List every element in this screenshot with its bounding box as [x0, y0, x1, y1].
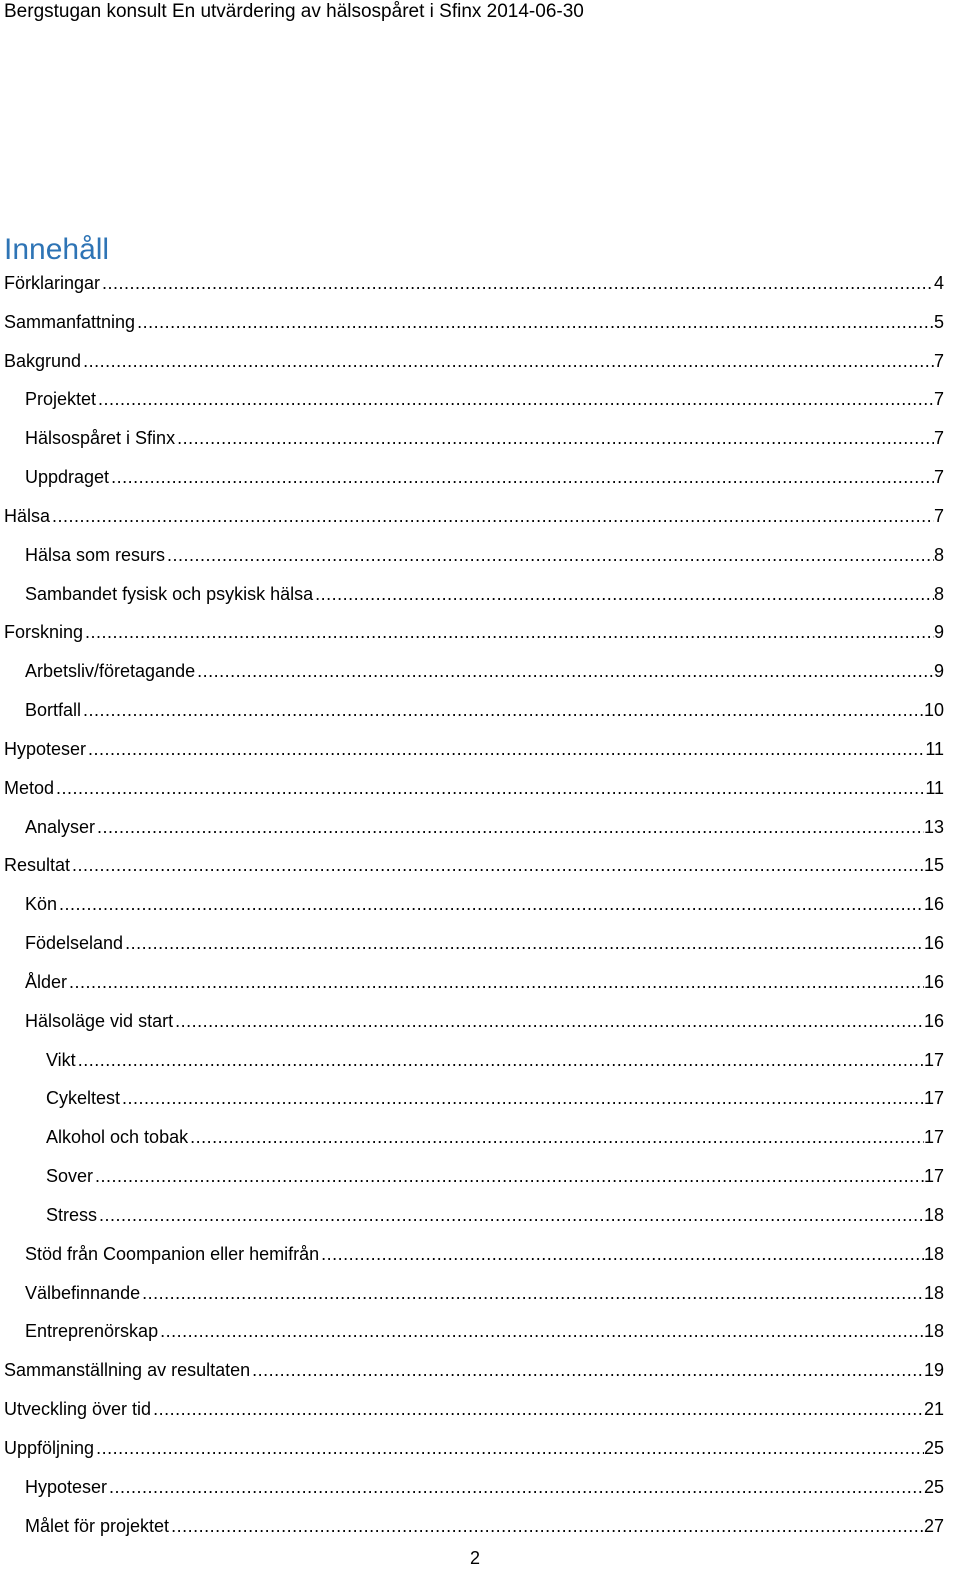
toc-entry-page: 8: [933, 583, 944, 604]
toc-entry-page: 7: [933, 505, 944, 526]
toc-entry-label: Uppdraget: [25, 467, 110, 488]
toc-entry-page: 9: [933, 622, 944, 643]
toc-entry[interactable]: [4, 1157, 944, 1196]
toc-entry-label: Alkohol och tobak: [46, 1127, 189, 1148]
toc-dot-leader: [175, 419, 934, 458]
toc-entry-label: Hypoteser: [4, 738, 87, 759]
toc-entry-page: 19: [923, 1360, 944, 1381]
toc-dot-leader: [109, 458, 934, 497]
toc-dot-leader: [123, 924, 924, 963]
toc-entry[interactable]: [4, 419, 944, 458]
toc-entry[interactable]: [4, 497, 944, 536]
toc-dot-leader: [86, 730, 925, 769]
toc-entry-page: 27: [923, 1515, 944, 1536]
toc-dot-leader: [135, 303, 934, 342]
toc-entry[interactable]: [4, 1390, 944, 1429]
page-header: Bergstugan konsult En utvärdering av hälsospåret i Sfinx 2014-06-30: [4, 1, 584, 22]
toc-entry-page: 21: [923, 1399, 944, 1420]
toc-dot-leader: [81, 691, 924, 730]
toc-dot-leader: [93, 1157, 924, 1196]
toc-entry-label: Hypoteser: [25, 1476, 108, 1497]
toc-dot-leader: [97, 1196, 924, 1235]
toc-dot-leader: [95, 808, 924, 847]
toc-entry-label: Vikt: [46, 1049, 76, 1070]
toc-entry[interactable]: [4, 613, 944, 652]
toc-dot-leader: [120, 1079, 924, 1118]
toc-entry-label: Utveckling över tid: [4, 1399, 152, 1420]
toc-dot-leader: [81, 342, 934, 381]
toc-entry-page: 4: [933, 273, 944, 293]
toc-dot-leader: [94, 1429, 924, 1468]
toc-dot-leader: [70, 846, 924, 885]
toc-entry-label: Sammanställning av resultaten: [4, 1360, 251, 1381]
toc-entry[interactable]: [4, 730, 944, 769]
toc-entry-label: Analyser: [25, 816, 96, 837]
toc-entry-label: Sammanfattning: [4, 311, 136, 332]
toc-entry[interactable]: [4, 769, 944, 808]
toc-entry[interactable]: [4, 652, 944, 691]
toc-entry-page: 7: [933, 350, 944, 371]
toc-entry-label: Födelseland: [25, 933, 124, 954]
toc-entry-label: Cykeltest: [46, 1088, 121, 1109]
toc-entry-label: Bakgrund: [4, 350, 82, 371]
toc-dot-leader: [54, 769, 925, 808]
toc-entry-page: 17: [923, 1166, 944, 1187]
toc-entry-page: 11: [925, 738, 944, 759]
toc-entry-page: 16: [923, 894, 944, 915]
toc-entry[interactable]: [4, 303, 944, 342]
toc-entry-page: 5: [933, 311, 944, 332]
toc-dot-leader: [165, 536, 934, 575]
toc-entry-page: 25: [923, 1476, 944, 1497]
toc-entry[interactable]: [4, 342, 944, 381]
toc-entry[interactable]: [4, 380, 944, 419]
toc-entry-label: Sover: [46, 1166, 94, 1187]
toc-dot-leader: [83, 613, 934, 652]
toc-entry-page: 17: [923, 1049, 944, 1070]
toc-entry-label: Kön: [25, 894, 58, 915]
toc-entry[interactable]: [4, 1468, 944, 1507]
toc-entry-page: 18: [923, 1204, 944, 1225]
toc-entry-label: Uppföljning: [4, 1437, 95, 1458]
toc-entry-page: 18: [923, 1282, 944, 1303]
toc-dot-leader: [173, 1002, 924, 1041]
toc-title: Innehåll: [4, 233, 110, 266]
toc-dot-leader: [67, 963, 924, 1002]
toc-entry-page: 7: [933, 389, 944, 410]
toc-entry-label: Arbetsliv/företagande: [25, 661, 196, 682]
page-number: 2: [469, 1548, 480, 1568]
table-of-contents: [4, 264, 944, 1545]
toc-entry-page: 17: [923, 1088, 944, 1109]
toc-entry[interactable]: [4, 846, 944, 885]
toc-entry[interactable]: [4, 1041, 944, 1080]
toc-entry-label: Stress: [46, 1204, 98, 1225]
toc-entry[interactable]: [4, 691, 944, 730]
toc-entry[interactable]: [4, 885, 944, 924]
toc-entry-label: Entreprenörskap: [25, 1321, 159, 1342]
toc-entry-page: 7: [933, 467, 944, 488]
toc-entry-label: Forskning: [4, 622, 84, 643]
toc-entry-label: Stöd från Coompanion eller hemifrån: [25, 1243, 320, 1264]
toc-entry-page: 25: [923, 1437, 944, 1458]
toc-entry[interactable]: [4, 458, 944, 497]
toc-entry-page: 13: [923, 816, 944, 837]
toc-entry[interactable]: [4, 1274, 944, 1313]
toc-entry[interactable]: [4, 1235, 944, 1274]
toc-entry[interactable]: [4, 575, 944, 614]
toc-entry-page: 16: [923, 971, 944, 992]
toc-entry-page: 18: [923, 1243, 944, 1264]
toc-entry-label: Bortfall: [25, 700, 82, 721]
toc-dot-leader: [313, 575, 934, 614]
toc-entry[interactable]: [4, 264, 944, 303]
toc-entry-label: Välbefinnande: [25, 1282, 141, 1303]
toc-entry-page: 16: [923, 1010, 944, 1031]
toc-dot-leader: [107, 1468, 924, 1507]
toc-entry-page: 17: [923, 1127, 944, 1148]
toc-entry-label: Projektet: [25, 389, 97, 410]
toc-entry[interactable]: [4, 1079, 944, 1118]
toc-entry[interactable]: [4, 1118, 944, 1157]
toc-entry-page: 18: [923, 1321, 944, 1342]
toc-entry-page: 10: [923, 700, 944, 721]
toc-dot-leader: [195, 652, 934, 691]
toc-entry-page: 8: [933, 544, 944, 565]
toc-dot-leader: [100, 264, 934, 303]
toc-entry-label: Metod: [4, 777, 55, 798]
toc-entry-label: Hälsa som resurs: [25, 544, 166, 565]
toc-entry-label: Hälsa: [4, 505, 51, 526]
toc-dot-leader: [140, 1274, 924, 1313]
toc-dot-leader: [50, 497, 934, 536]
toc-dot-leader: [188, 1118, 924, 1157]
toc-entry-label: Hälsoläge vid start: [25, 1010, 174, 1031]
toc-entry-label: Resultat: [4, 855, 71, 876]
toc-entry[interactable]: [4, 808, 944, 847]
toc-entry[interactable]: [4, 1312, 944, 1351]
toc-dot-leader: [76, 1041, 924, 1080]
toc-entry-page: 7: [933, 428, 944, 449]
toc-entry-label: Ålder: [25, 971, 68, 992]
toc-dot-leader: [319, 1235, 924, 1274]
toc-entry[interactable]: [4, 536, 944, 575]
toc-entry[interactable]: [4, 1196, 944, 1235]
toc-entry-page: 15: [923, 855, 944, 876]
toc-dot-leader: [96, 380, 934, 419]
toc-entry-label: Sambandet fysisk och psykisk hälsa: [25, 583, 314, 604]
toc-dot-leader: [169, 1507, 924, 1546]
toc-entry-label: Målet för projektet: [25, 1515, 170, 1536]
toc-entry-label: Förklaringar: [4, 273, 101, 293]
toc-entry[interactable]: [4, 1351, 944, 1390]
toc-entry-page: 16: [923, 933, 944, 954]
toc-entry-page: 9: [933, 661, 944, 682]
toc-entry[interactable]: [4, 1429, 944, 1468]
toc-dot-leader: [57, 885, 924, 924]
toc-entry[interactable]: [4, 1507, 944, 1546]
toc-dot-leader: [151, 1390, 924, 1429]
toc-dot-leader: [250, 1351, 924, 1390]
toc-entry[interactable]: [4, 963, 944, 1002]
toc-entry-label: Hälsospåret i Sfinx: [25, 428, 176, 449]
toc-dot-leader: [158, 1312, 924, 1351]
toc-entry-page: 11: [925, 777, 944, 798]
toc-entry[interactable]: [4, 924, 944, 963]
toc-entry[interactable]: [4, 1002, 944, 1041]
